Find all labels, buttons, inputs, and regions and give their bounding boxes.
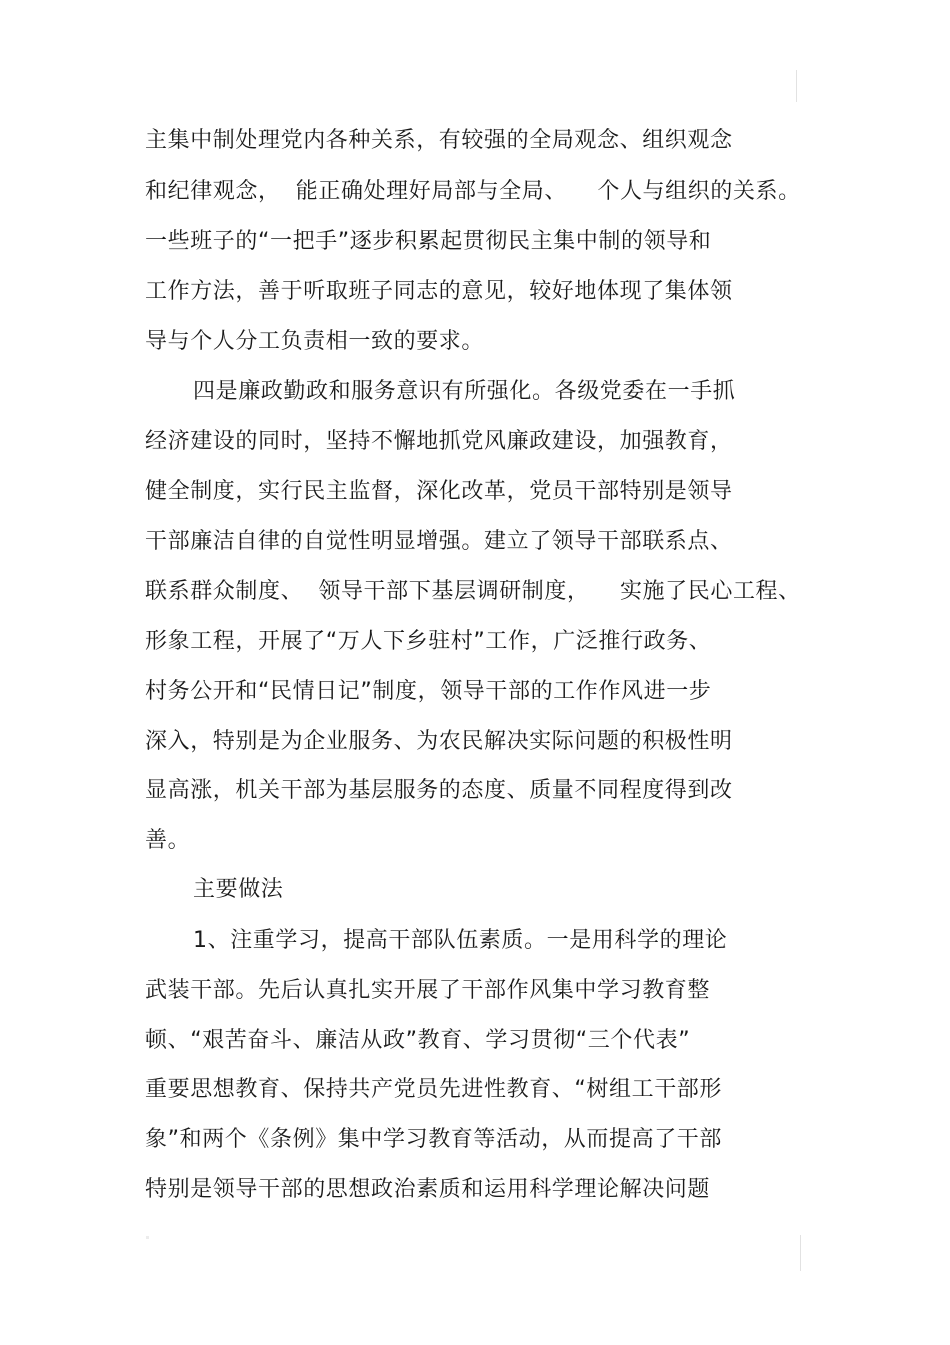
page-edge-mark-top (796, 70, 797, 102)
page-edge-mark-bottom (800, 1235, 801, 1271)
paragraph-line: 重要思想教育、保持共产党员先进性教育、“树组工干部形 (145, 1077, 722, 1102)
paragraph-line: 善。 (145, 828, 191, 853)
paragraph-line: 象”和两个《条例》集中学习教育等活动，从而提高了干部 (145, 1127, 722, 1152)
paragraph-line: 工作方法，善于听取班子同志的意见，较好地体现了集体领 (145, 279, 733, 304)
paragraph-line: 和纪律观念， 能正确处理好局部与全局、 个人与组织的关系。 (145, 179, 801, 204)
paragraph-first-line: 四是廉政勤政和服务意识有所强化。各级党委在一手抓 (193, 379, 736, 404)
paragraph-first-line: 1、注重学习，提高干部队伍素质。一是用科学的理论 (193, 928, 728, 953)
paragraph-line: 形象工程，开展了“万人下乡驻村”工作，广泛推行政务、 (145, 629, 712, 654)
paragraph-line: 特别是领导干部的思想政治素质和运用科学理论解决问题 (145, 1177, 711, 1202)
paragraph-line: 主集中制处理党内各种关系，有较强的全局观念、组织观念 (145, 128, 733, 153)
paragraph-line: 健全制度，实行民主监督，深化改革，党员干部特别是领导 (145, 479, 733, 504)
paragraph-line: 联系群众制度、 领导干部下基层调研制度， 实施了民心工程、 (145, 579, 801, 604)
paragraph-line: 一些班子的“一把手”逐步积累起贯彻民主集中制的领导和 (145, 229, 712, 254)
paragraph-line: 导与个人分工负责相一致的要求。 (145, 329, 485, 354)
paragraph-line: 村务公开和“民情日记”制度，领导干部的工作作风进一步 (145, 679, 712, 704)
page-edge-dot (146, 1236, 149, 1239)
paragraph-line: 武装干部。先后认真扎实开展了干部作风集中学习教育整 (145, 978, 711, 1003)
paragraph-line: 显高涨，机关干部为基层服务的态度、质量不同程度得到改 (145, 778, 733, 803)
paragraph-line: 顿、“艰苦奋斗、廉洁从政”教育、学习贯彻“三个代表” (145, 1028, 691, 1053)
section-heading: 主要做法 (193, 877, 284, 902)
paragraph-line: 干部廉洁自律的自觉性明显增强。建立了领导干部联系点、 (145, 529, 733, 554)
paragraph-line: 经济建设的同时，坚持不懈地抓党风廉政建设，加强教育， (145, 429, 733, 454)
paragraph-line: 深入，特别是为企业服务、为农民解决实际问题的积极性明 (145, 729, 733, 754)
